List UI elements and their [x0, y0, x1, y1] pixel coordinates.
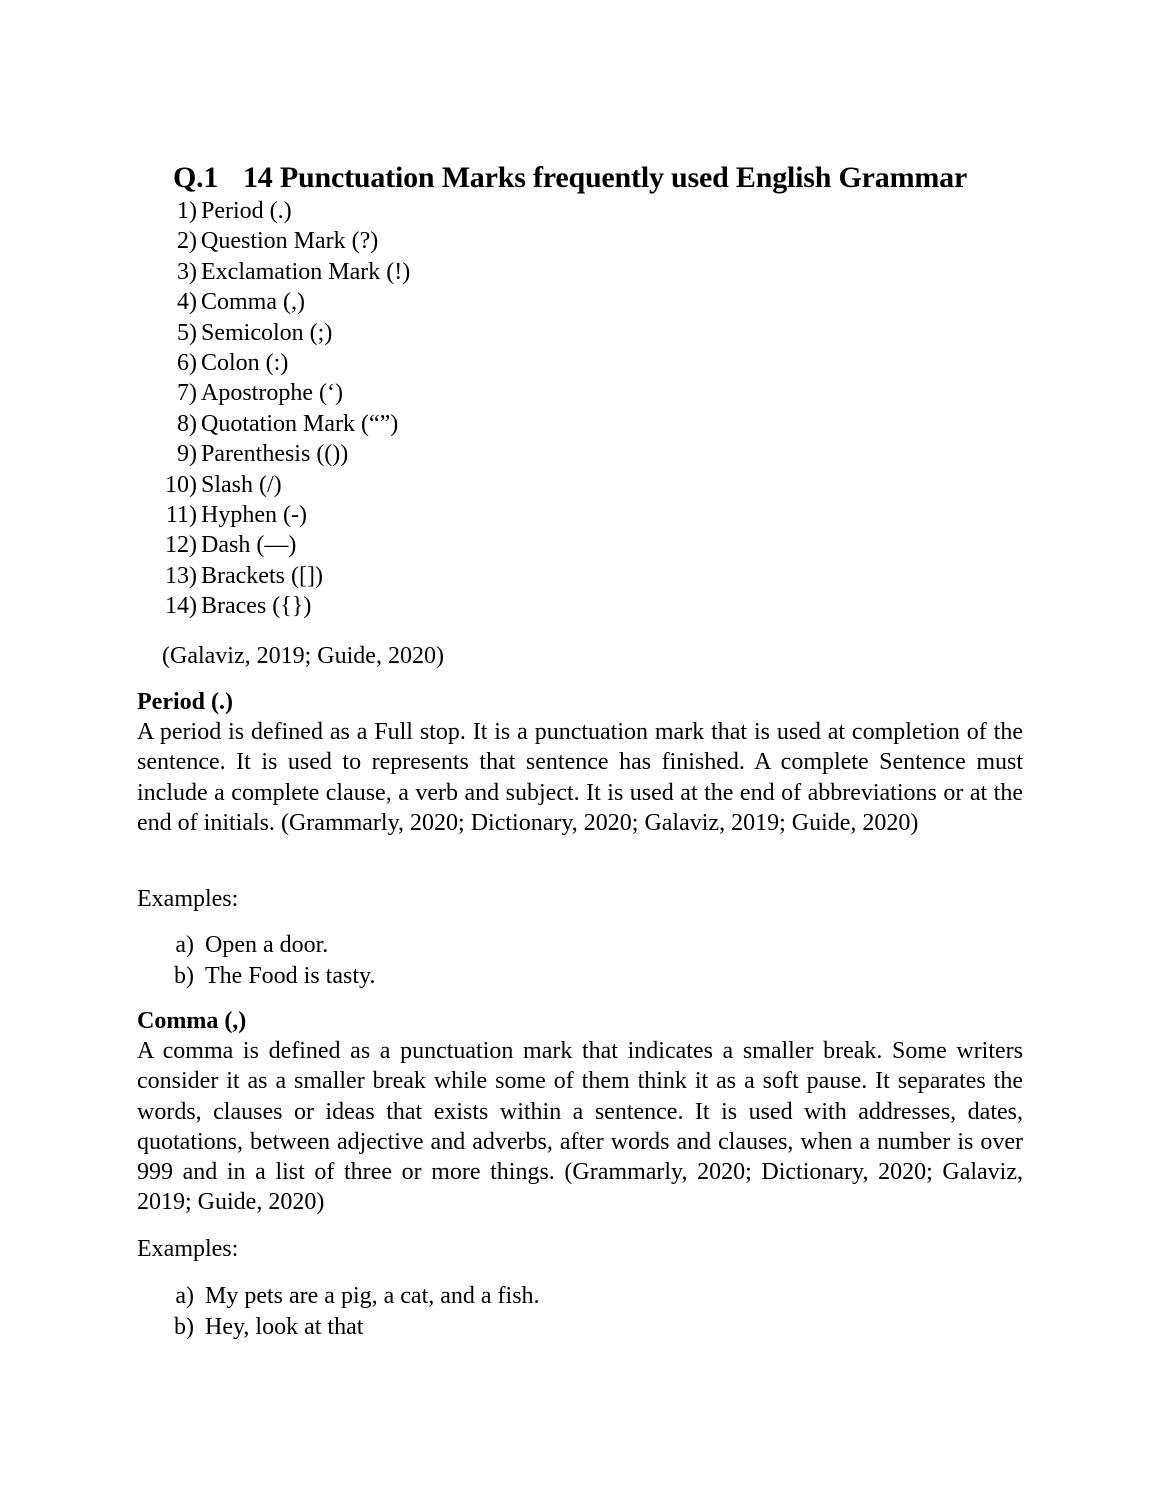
list-item — [150, 318, 410, 348]
list-item — [150, 439, 410, 469]
example-text: The Food is tasty. — [205, 962, 376, 989]
list-item-number: 2) — [177, 228, 197, 255]
example-label: b) — [174, 1313, 194, 1340]
list-item-label: Slash (/) — [201, 471, 282, 498]
list-item-label: Parenthesis (()) — [201, 441, 349, 468]
list-item — [150, 257, 410, 287]
list-item-label: Apostrophe (‘) — [201, 380, 343, 407]
list-item-number: 1) — [177, 198, 197, 224]
list-citation: (Galaviz, 2019; Guide, 2020) — [162, 643, 444, 669]
list-item — [150, 500, 410, 530]
list-item-label: Semicolon (;) — [201, 319, 333, 346]
list-item — [150, 378, 410, 408]
period-examples-label: Examples: — [137, 886, 239, 912]
list-item — [150, 561, 410, 591]
list-item-label: Brackets ([]) — [201, 562, 323, 589]
list-item-number: 13) — [165, 562, 197, 589]
period-examples-list — [160, 930, 375, 991]
list-item — [150, 409, 410, 439]
example-text: Hey, look at that — [205, 1313, 364, 1340]
list-item-number: 7) — [177, 380, 197, 407]
question-title-text: 14 Punctuation Marks frequently used English Grammar — [243, 161, 968, 194]
list-item-label: Quotation Mark (“”) — [201, 410, 399, 437]
list-item-number: 11) — [165, 501, 197, 528]
comma-examples-list — [160, 1281, 540, 1342]
list-item — [150, 226, 410, 256]
list-item-number: 6) — [177, 349, 197, 376]
list-item-number: 9) — [177, 441, 197, 468]
list-item — [150, 591, 410, 621]
list-item-label: Exclamation Mark (!) — [201, 258, 411, 285]
example-label: a) — [175, 932, 194, 958]
comma-heading: Comma (,) — [137, 1008, 247, 1034]
list-item — [150, 196, 410, 226]
list-item — [150, 348, 410, 378]
period-body: A period is defined as a Full stop. It is a punctuation mark that is used at completion of the sentence. It is used to represents that sentence has finished. A complete Sentence must include a complete clause, a verb and subject. It is used at the end of abbreviations or at the end of initials. (Grammarly, 2020; Dictionary, 2020; Galaviz, 2019; Guide, 2020) — [137, 719, 1023, 836]
list-item-label: Period (.) — [201, 198, 292, 224]
list-item — [150, 530, 410, 560]
example-item — [160, 1281, 540, 1312]
list-item — [150, 287, 410, 317]
list-item-label: Comma (,) — [201, 289, 305, 316]
question-number: Q.1 — [173, 161, 219, 194]
list-item-number: 14) — [165, 593, 197, 620]
list-item — [150, 470, 410, 500]
list-item-label: Question Mark (?) — [201, 228, 379, 255]
list-item-number: 5) — [177, 319, 197, 346]
list-item-number: 4) — [177, 289, 197, 316]
example-item — [160, 930, 375, 961]
list-item-number: 8) — [177, 410, 197, 437]
comma-examples-label: Examples: — [137, 1236, 239, 1262]
list-item-label: Colon (:) — [201, 349, 289, 376]
list-item-number: 12) — [165, 532, 197, 559]
list-item-label: Dash (—) — [201, 532, 297, 559]
period-section — [137, 687, 1023, 838]
period-heading: Period (.) — [137, 689, 233, 715]
example-item — [160, 1312, 540, 1343]
comma-body: A comma is defined as a punctuation mark that indicates a smaller break. Some writers consider it as a smaller break while some of them think it as a soft pause. It separates the words, clauses or ideas that exists within a sentence. It is used with addresses, dates, quotations, between adjective and adverbs, after words and clauses, when a number is over 999 and in a list of three or more things. (Grammarly, 2020; Dictionary, 2020; Galaviz, 2019; Guide, 2020) — [137, 1038, 1023, 1216]
question-title — [173, 160, 967, 196]
example-text: My pets are a pig, a cat, and a fish. — [205, 1283, 540, 1309]
list-item-number: 3) — [177, 258, 197, 285]
example-label: b) — [174, 962, 194, 989]
punctuation-marks-list — [150, 196, 410, 621]
example-item — [160, 961, 375, 992]
list-item-number: 10) — [165, 471, 197, 498]
list-item-label: Hyphen (-) — [201, 501, 307, 528]
comma-section — [137, 1006, 1023, 1218]
example-text: Open a door. — [205, 932, 329, 958]
example-label: a) — [175, 1283, 194, 1309]
list-item-label: Braces ({}) — [201, 593, 312, 620]
